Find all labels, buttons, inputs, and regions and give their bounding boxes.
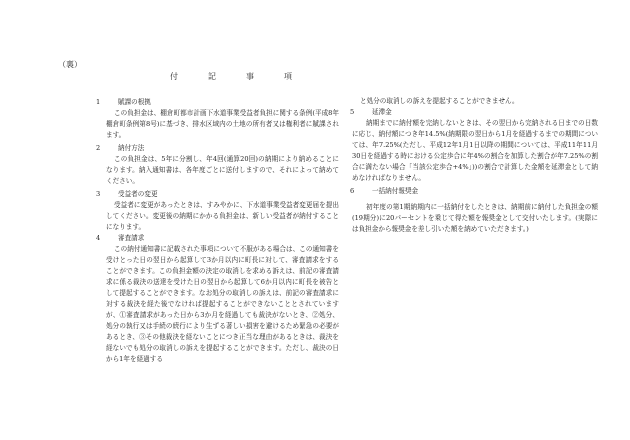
section-heading (96, 143, 339, 154)
section-body: この負担金は、棚倉町都市計画下水道事業受益者負担に関する条例(平成8年棚倉町条例第8号)に基づき、排水区域内の土地の所有者又は権利者に賦課されます。 (106, 109, 339, 139)
section-body: 受益者に変更があったときは、すみやかに、下水道事業受益者変更届を提出してください。変更後の納期にかかる負担金は、新しい受益者が納付することになります。 (106, 201, 339, 231)
section-title: 一括納付報奨金 (372, 187, 419, 195)
section-heading (96, 233, 339, 244)
section-2 (96, 143, 339, 187)
section-title: 延滞金 (372, 108, 392, 116)
section-number: 6 (350, 187, 355, 195)
right-column (350, 96, 598, 235)
section-title: 賦課の根拠 (118, 98, 151, 106)
back-side-marker: （裏） (58, 60, 82, 69)
section-heading (350, 186, 598, 197)
section-6 (350, 186, 598, 235)
section-number: 3 (96, 190, 101, 198)
section-heading (96, 189, 339, 200)
section-3 (96, 189, 339, 233)
section-body: 納期までに納付額を完納しないときは、その翌日から完納される日までの日数に応じ、納付額につき年14.5%(納期限の翌日から1月を経過するまでの期間については、年7.25%(ただし、平成12年1月1日以降の期間については、平成11年11月30日を経過する時における公定歩合に年4%の割合を加算した割合が年7.25%の割合に満たない場合「当該公定歩合+4%」))の割合で計算した金額を延滞金として納めなければなりません。 (352, 119, 598, 182)
section-number: 4 (96, 234, 101, 242)
section-heading (96, 97, 339, 108)
section-title: 納付方法 (118, 144, 145, 152)
section-number: 1 (96, 98, 101, 106)
section-4 (96, 233, 339, 365)
left-column (96, 97, 339, 365)
section-number: 2 (96, 144, 101, 152)
section-title: 受益者の変更 (118, 190, 158, 198)
section-4-continuation: と処分の取消しの訴えを提起することができません。 (360, 97, 519, 105)
section-title: 審査請求 (118, 234, 145, 242)
section-body: 初年度の第1期納期内に一括納付をしたときは、納期前に納付した負担金の額(19期分)に20パーセントを乗じて得た額を報奨金として交付いたします。(実際には負担金から報奨金を差し引いた額を納めていただきます。) (352, 203, 598, 233)
section-5 (350, 107, 598, 184)
section-number: 5 (350, 108, 355, 116)
section-heading (350, 107, 598, 118)
section-body: この納付通知書に記載された事項について不服がある場合は、この通知書を受けとった日の翌日から起算して3か月以内に町長に対して、審査請求をすることができます。この負担金額の決定の取消しを求める訴えは、前記の審査請求に係る裁決の送達を受けた日の翌日から起算して6か月以内に町長を被告として提起することができます。なお処分の取消しの訴えは、前記の審査請求に対する裁決を経た後でなければ提起することができないこととされていますが、①審査請求があった日から3か月を経過しても裁決がないとき、②処分、処分の執行又は手続の続行により生ずる著しい損害を避けるため緊急の必要があるとき、③その他裁決を経ないことにつき正当な理由があるときは、裁決を経ないでも処分の取消しの訴えを提起することができます。ただし、裁決の日から1年を経過する (106, 245, 339, 363)
section-1 (96, 97, 339, 141)
page-title: 付 記 事 項 (170, 72, 303, 81)
section-body: この負担金は、5年に分割し、年4回(通算20回)の納期により納めることになります。納入通知書は、各年度ごとに送付しますので、それによって納めてください。 (106, 155, 339, 185)
